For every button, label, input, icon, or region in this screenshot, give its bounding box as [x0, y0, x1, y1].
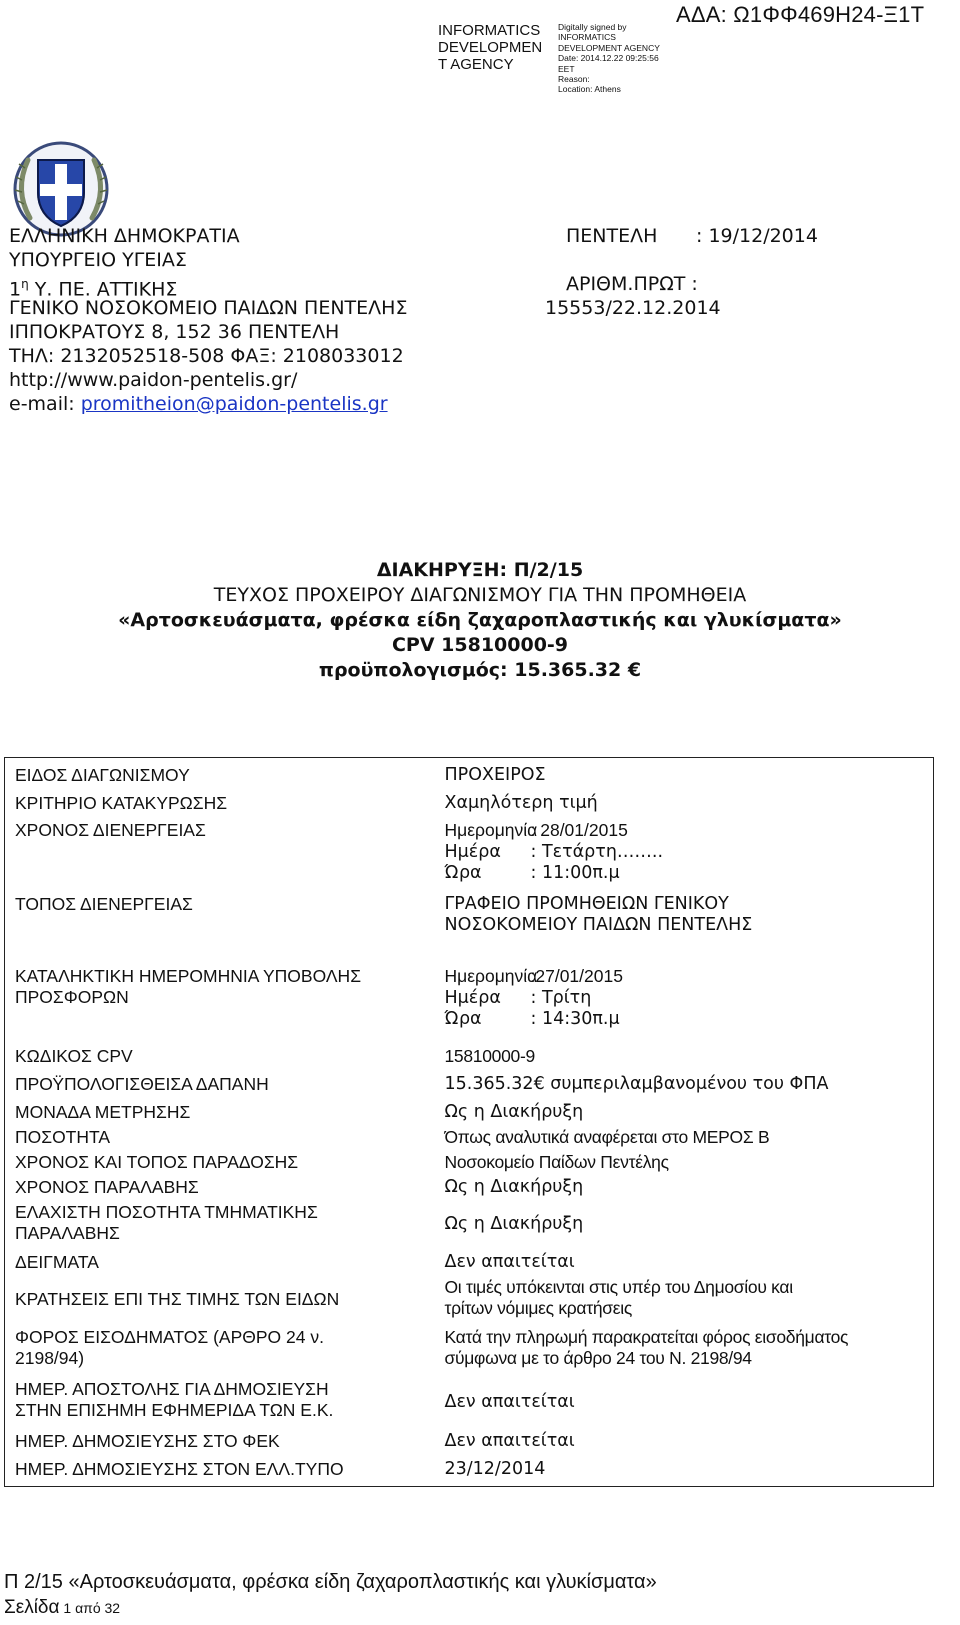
table-row	[5, 1072, 934, 1100]
row-label: ΠΟΣΟΤΗΤΑ	[15, 1126, 111, 1147]
row-label: ΠΡΟΫΠΟΛΟΓΙΣΘΕΙΣΑ ΔΑΠΑΝΗ	[15, 1073, 269, 1094]
tender-details-table	[4, 757, 934, 1487]
table-row	[5, 1325, 934, 1377]
signature-details: Digitally signed by INFORMATICS DEVELOPMENT AGENCY Date: 2014.12.22 09:25:56 EET Reason: Location: Athens	[558, 22, 660, 95]
row-value: Οι τιμές υπόκεινται στις υπέρ του Δημοσίου και τρίτων νόμιμες κρατήσεις	[444, 1276, 793, 1318]
row-label: ΚΡΙΤΗΡΙΟ ΚΑΤΑΚΥΡΩΣΗΣ	[15, 792, 228, 813]
table-row	[5, 1377, 934, 1429]
row-label: ΚΡΑΤΗΣΕΙΣ ΕΠΙ ΤΗΣ ΤΙΜΗΣ ΤΩΝ ΕΙΔΩΝ	[15, 1289, 340, 1309]
table-row	[5, 791, 934, 818]
table-row	[5, 1429, 934, 1457]
procurement-subject: «Αρτοσκευάσματα, φρέσκα είδη ζαχαροπλαστικής και γλυκίσματα»	[118, 609, 842, 631]
declaration-title: ΔΙΑΚΗΡΥΞΗ: Π/2/15	[376, 559, 584, 581]
table-row	[5, 1175, 934, 1200]
sender-line-health-region: $1^\eta$ Υ. ΠΕ. ΑΤΤΙΚΗΣ	[9, 277, 178, 301]
row-label: ΚΩΔΙΚΟΣ CPV	[15, 1045, 133, 1066]
row-value: ΓΡΑΦΕΙΟ ΠΡΟΜΗΘΕΙΩΝ ΓΕΝΙΚΟΥ ΝΟΣΟΚΟΜΕΙΟΥ ΠΑΙΔΩΝ ΠΕΝΤΕΛΗΣ	[444, 893, 753, 935]
sender-email-line: e-mail: promitheion@paidon-pentelis.gr	[9, 393, 388, 415]
table-row	[5, 1100, 934, 1125]
row-value: Ημερομηνία:27/01/2015 Ημέρα : Τρίτη Ώρα : 14:30π.μ	[444, 965, 623, 1029]
row-value: 23/12/2014	[444, 1458, 546, 1479]
row-label: ΤΟΠΟΣ ΔΙΕΝΕΡΓΕΙΑΣ	[15, 893, 193, 914]
table-row	[5, 1457, 934, 1487]
sender-line-hospital: ΓΕΝΙΚΟ ΝΟΣΟΚΟΜΕΙΟ ΠΑΙΔΩΝ ΠΕΝΤΕΛΗΣ	[9, 297, 408, 319]
table-row	[5, 1150, 934, 1175]
protocol-label: ΑΡΙΘΜ.ΠΡΩΤ :	[566, 273, 698, 295]
place: ΠΕΝΤΕΛΗ	[566, 225, 658, 247]
footer-reference: Π 2/15 «Αρτοσκευάσματα, φρέσκα είδη ζαχαροπλαστικής και γλυκίσματα»	[4, 1571, 657, 1593]
table-row	[5, 818, 934, 892]
sender-line-ministry: ΥΠΟΥΡΓΕΙΟ ΥΓΕΙΑΣ	[9, 249, 187, 271]
row-value: Νοσοκομείο Παίδων Πεντέλης	[444, 1151, 669, 1172]
row-value: Δεν απαιτείται	[444, 1430, 575, 1451]
row-value: Ημερομηνία: 28/01/2015 Ημέρα : Τετάρτη…….. Ώρα : 11:00π.μ	[444, 819, 664, 883]
row-value: Όπως αναλυτικά αναφέρεται στο ΜΕΡΟΣ Β	[444, 1126, 770, 1147]
declaration-subtitle: ΤΕΥΧΟΣ ΠΡΟΧΕΙΡΟΥ ΔΙΑΓΩΝΙΣΜΟΥ ΓΙΑ ΤΗΝ ΠΡΟΜΗΘΕΙΑ	[213, 584, 747, 606]
sender-website: http://www.paidon-pentelis.gr/	[9, 369, 298, 391]
table-row	[5, 1200, 934, 1250]
row-label: ΔΕΙΓΜΑΤΑ	[15, 1251, 99, 1272]
row-label: ΦΟΡΟΣ ΕΙΣΟΔΗΜΑΤΟΣ (ΑΡΘΡΟ 24 ν. 2198/94)	[15, 1326, 324, 1368]
document-date: : 19/12/2014	[696, 225, 818, 247]
budget: προϋπολογισμός: 15.365.32 €	[318, 659, 642, 681]
email-link[interactable]: promitheion@paidon-pentelis.gr	[80, 393, 388, 415]
table-row	[5, 1125, 934, 1150]
row-value: Ως η Διακήρυξη	[444, 1101, 584, 1122]
row-label: ΚΑΤΑΛΗΚΤΙΚΗ ΗΜΕΡΟΜΗΝΙΑ ΥΠΟΒΟΛΗΣ ΠΡΟΣΦΟΡΩΝ	[15, 965, 362, 1007]
table-row	[5, 1044, 934, 1072]
row-label: ΧΡΟΝΟΣ ΔΙΕΝΕΡΓΕΙΑΣ	[15, 819, 206, 840]
signer-name: INFORMATICS DEVELOPMEN T AGENCY	[438, 22, 543, 73]
row-value: Δεν απαιτείται	[444, 1251, 575, 1272]
table-row	[5, 892, 934, 964]
cpv-code: CPV 15810000-9	[391, 634, 569, 656]
sender-line-address: ΙΠΠΟΚΡΑΤΟΥΣ 8, 152 36 ΠΕΝΤΕΛΗ	[9, 321, 340, 343]
row-value: Κατά την πληρωμή παρακρατείται φόρος εισοδήματος σύμφωνα με το άρθρο 24 του Ν. 2198/94	[444, 1326, 849, 1368]
table-row	[5, 1275, 934, 1325]
row-value: Χαμηλότερη τιμή	[444, 792, 598, 813]
row-value: ΠΡΟΧΕΙΡΟΣ	[444, 765, 546, 785]
protocol-number: 15553/22.12.2014	[545, 297, 721, 319]
row-value: Ως η Διακήρυξη	[444, 1176, 584, 1197]
row-value: Δεν απαιτείται	[444, 1392, 575, 1412]
table-row	[5, 758, 934, 791]
row-label: ΗΜΕΡ. ΑΠΟΣΤΟΛΗΣ ΓΙΑ ΔΗΜΟΣΙΕΥΣΗ ΣΤΗΝ ΕΠΙΣΗΜΗ ΕΦΗΜΕΡΙΔΑ ΤΩΝ Ε.Κ.	[15, 1378, 334, 1420]
page-number: Σελίδα 1 από 32	[4, 1597, 121, 1618]
table-row	[5, 964, 934, 1044]
row-label: ΧΡΟΝΟΣ ΠΑΡΑΛΑΒΗΣ	[15, 1176, 199, 1197]
row-label: ΗΜΕΡ. ΔΗΜΟΣΙΕΥΣΗΣ ΣΤΟ ΦΕΚ	[15, 1430, 280, 1451]
sender-line-republic: ΕΛΛΗΝΙΚΗ ΔΗΜΟΚΡΑΤΙΑ	[9, 225, 240, 247]
row-label: ΧΡΟΝΟΣ ΚΑΙ ΤΟΠΟΣ ΠΑΡΑΔΟΣΗΣ	[15, 1151, 299, 1172]
row-label: ΜΟΝΑΔΑ ΜΕΤΡΗΣΗΣ	[15, 1101, 191, 1122]
row-value: Ως η Διακήρυξη	[444, 1214, 584, 1234]
row-label: ΗΜΕΡ. ΔΗΜΟΣΙΕΥΣΗΣ ΣΤΟΝ ΕΛΛ.ΤΥΠΟ	[15, 1458, 344, 1479]
table-row	[5, 1250, 934, 1275]
row-value: 15810000-9	[444, 1045, 535, 1066]
row-label: ΕΙΔΟΣ ΔΙΑΓΩΝΙΣΜΟΥ	[15, 765, 190, 785]
row-value: 15.365.32€ συμπεριλαμβανομένου του ΦΠΑ	[444, 1073, 829, 1094]
sender-line-phone-fax: ΤΗΛ: 2132052518-508 ΦΑΞ: 2108033012	[9, 345, 404, 367]
ada-code: ΑΔΑ: Ω1ΦΦ469Η24-Ξ1Τ	[676, 2, 925, 27]
row-label: ΕΛΑΧΙΣΤΗ ΠΟΣΟΤΗΤΑ ΤΜΗΜΑΤΙΚΗΣ ΠΑΡΑΛΑΒΗΣ	[15, 1201, 318, 1243]
